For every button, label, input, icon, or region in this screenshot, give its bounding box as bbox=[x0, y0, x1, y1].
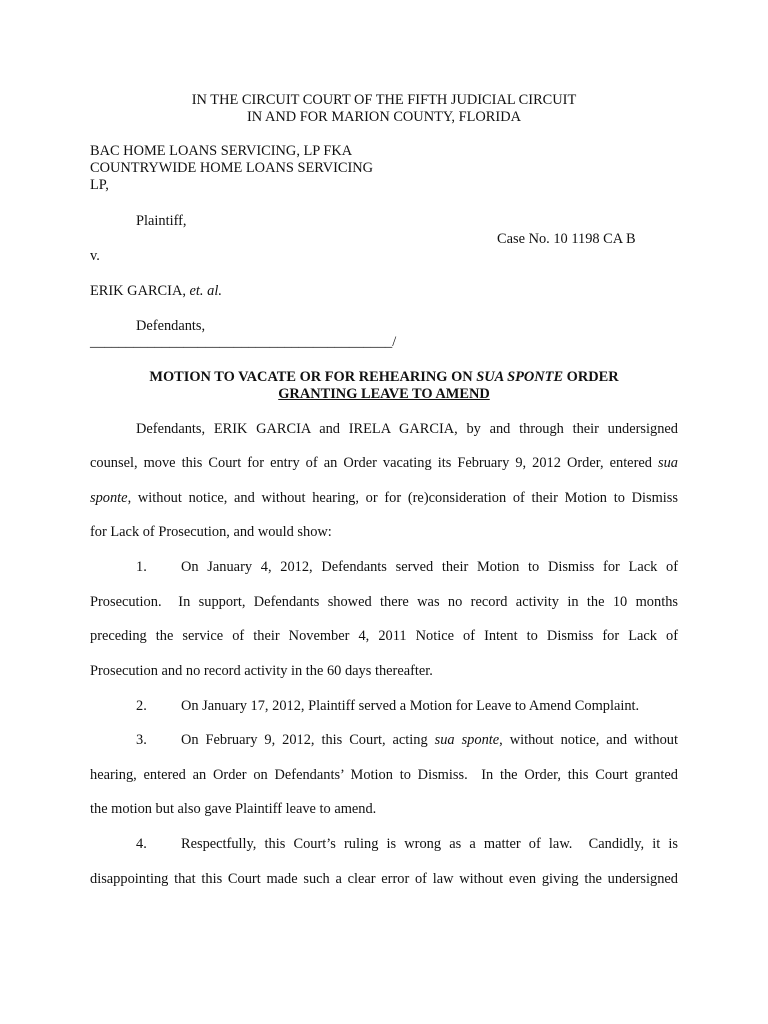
plaintiff-name-line2: COUNTRYWIDE HOME LOANS SERVICING bbox=[90, 160, 374, 176]
paragraph-3-line3: the motion but also gave Plaintiff leave to amend. bbox=[90, 801, 377, 817]
plaintiff-name-line3: LP, bbox=[90, 177, 109, 193]
paragraph-4-number: 4. bbox=[136, 836, 147, 852]
paragraph-3-line1-rest: , without notice, and without bbox=[499, 732, 678, 748]
paragraph-1-line1-text: On January 4, 2012, Defendants served their Motion to Dismiss for Lack of bbox=[181, 559, 678, 575]
intro-line4: for Lack of Prosecution, and would show: bbox=[90, 524, 332, 540]
intro-line2-text: counsel, move this Court for entry of an Order vacating its February 9, 2012 Order, entered bbox=[90, 455, 652, 471]
intro-line1: Defendants, ERIK GARCIA and IRELA GARCIA, by and through their undersigned bbox=[136, 421, 678, 437]
paragraph-1-line2: Prosecution. In support, Defendants showed there was no record activity in the 10 months bbox=[90, 594, 678, 610]
paragraph-4-line1 bbox=[136, 835, 678, 853]
paragraph-1-line1 bbox=[136, 558, 678, 576]
paragraph-2-line1-text: On January 17, 2012, Plaintiff served a Motion for Leave to Amend Complaint. bbox=[181, 698, 640, 714]
paragraph-1-line4: Prosecution and no record activity in the 60 days thereafter. bbox=[90, 663, 433, 679]
versus: v. bbox=[90, 248, 100, 264]
court-heading-line2: IN AND FOR MARION COUNTY, FLORIDA bbox=[247, 109, 521, 125]
paragraph-2-number: 2. bbox=[136, 698, 147, 714]
paragraph-4-line2: disappointing that this Court made such a clear error of law without even giving the undersigned bbox=[90, 871, 678, 887]
paragraph-1-line3: preceding the service of their November 4, 2011 Notice of Intent to Dismiss for Lack of bbox=[90, 628, 678, 644]
motion-title-sua-sponte: SUA SPONTE bbox=[476, 369, 564, 385]
paragraph-3-number: 3. bbox=[136, 732, 147, 748]
court-heading-line1: IN THE CIRCUIT COURT OF THE FIFTH JUDICIAL CIRCUIT bbox=[191, 92, 577, 108]
intro-line2-italic: sua bbox=[658, 455, 678, 471]
intro-line3-italic: sponte bbox=[90, 490, 128, 506]
paragraph-3-italic: sua sponte bbox=[434, 732, 500, 748]
defendant-role: Defendants, bbox=[136, 318, 206, 334]
intro-line3-text: , without notice, and without hearing, or for (re)consideration of their Motion to Dismiss bbox=[127, 490, 678, 506]
motion-title-part1: MOTION TO VACATE OR FOR REHEARING ON bbox=[149, 369, 473, 385]
motion-title-part2: ORDER bbox=[566, 369, 619, 385]
paragraph-3-line1-text: On February 9, 2012, this Court, acting bbox=[181, 732, 428, 748]
paragraph-1-number: 1. bbox=[136, 559, 147, 575]
plaintiff-name-line1: BAC HOME LOANS SERVICING, LP FKA bbox=[90, 143, 353, 159]
defendant-etal: et. al. bbox=[189, 283, 222, 299]
defendant-name bbox=[90, 282, 222, 300]
intro-line2 bbox=[90, 454, 678, 472]
paragraph-3-line1 bbox=[136, 731, 678, 749]
plaintiff-role: Plaintiff, bbox=[136, 213, 187, 229]
intro-line3 bbox=[90, 489, 678, 507]
motion-title-line1 bbox=[0, 368, 768, 386]
paragraph-3-line2: hearing, entered an Order on Defendants’ Motion to Dismiss. In the Order, this Court granted bbox=[90, 767, 678, 783]
paragraph-2-line1 bbox=[136, 697, 639, 715]
defendant-name-text: ERIK GARCIA, bbox=[90, 283, 186, 299]
paragraph-4-line1-text: Respectfully, this Court’s ruling is wrong as a matter of law. Candidly, it is bbox=[181, 836, 678, 852]
case-number: Case No. 10 1198 CA B bbox=[497, 231, 636, 247]
motion-title-underlined: GRANTING LEAVE TO AMEND bbox=[278, 386, 490, 402]
caption-signature-line: __________________________________________/ bbox=[90, 334, 397, 350]
motion-title-line2 bbox=[0, 385, 768, 403]
